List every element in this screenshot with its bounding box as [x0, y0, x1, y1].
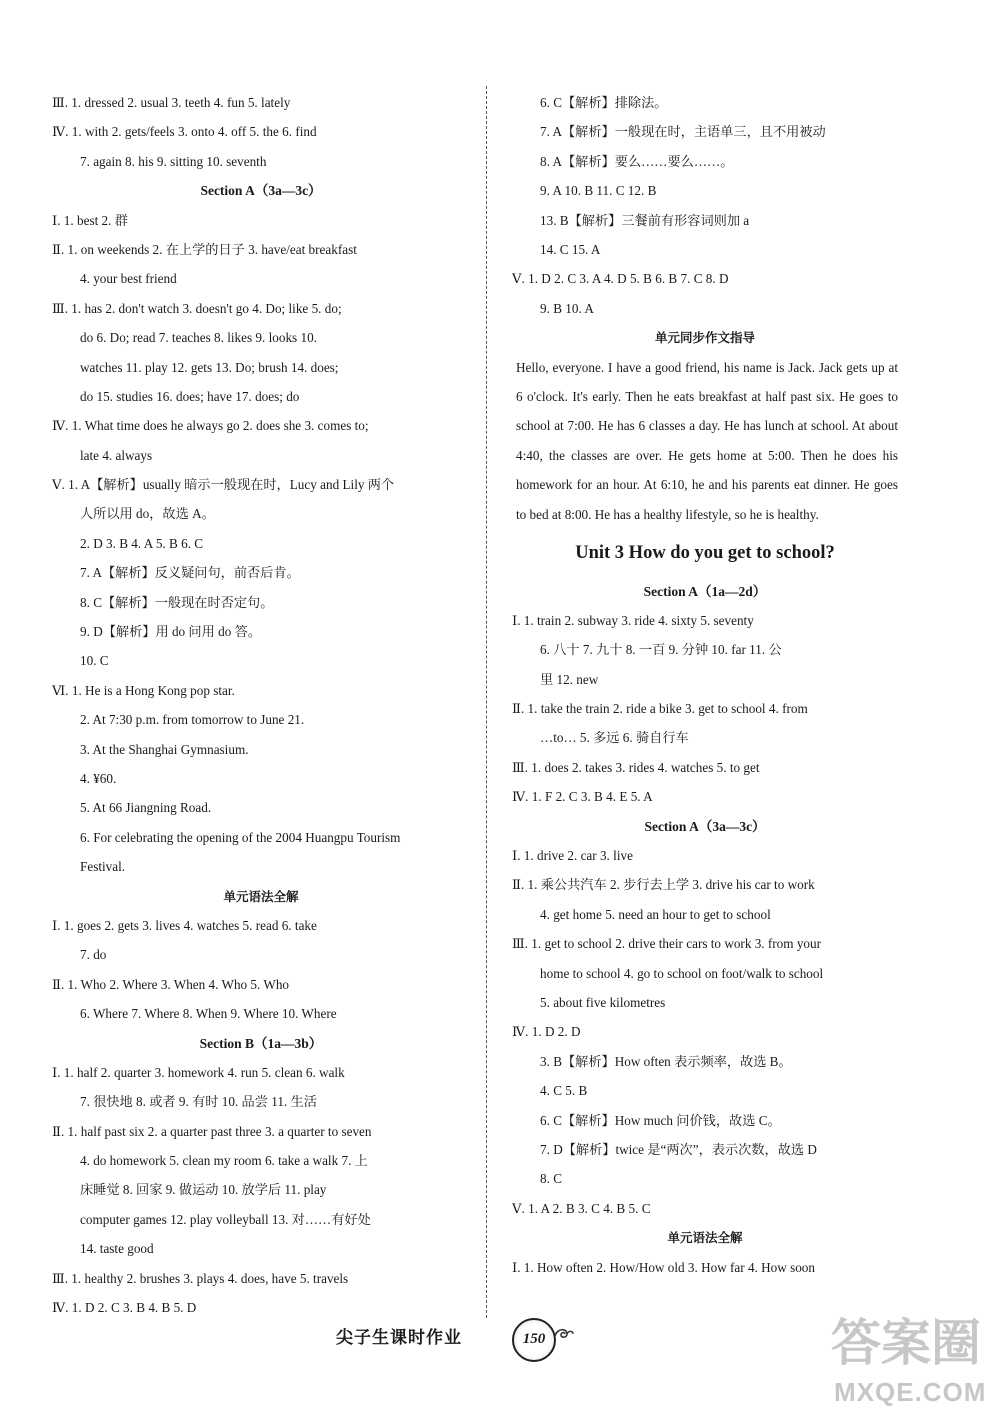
answer-line: Ⅰ. 1. How often 2. How/How old 3. How far 4. How soon	[512, 1259, 815, 1275]
answer-line: 7. A【解析】反义疑问句，前否后肯。	[80, 565, 300, 581]
page-number-badge	[512, 1318, 556, 1362]
answer-line: 7. 很快地 8. 或者 9. 有时 10. 品尝 11. 生活	[80, 1094, 317, 1110]
answer-line: Ⅰ. 1. drive 2. car 3. live	[512, 848, 633, 864]
answer-line: 6. C【解析】How much 问价钱，故选 C。	[540, 1112, 781, 1128]
answer-line: 7. again 8. his 9. sitting 10. seventh	[80, 153, 267, 169]
answer-line: 人所以用 do，故选 A。	[80, 506, 215, 522]
answer-line: 6. Where 7. Where 8. When 9. Where 10. Where	[80, 1006, 337, 1022]
answer-line: 6. For celebrating the opening of the 2004 Huangpu Tourism	[80, 829, 401, 845]
unit-title: Unit 3 How do you get to school?	[575, 542, 835, 563]
watermark-url: MXQE.COM	[834, 1377, 987, 1407]
answer-line: Ⅲ. 1. dressed 2. usual 3. teeth 4. fun 5. lately	[52, 95, 291, 110]
answer-line: 6. C【解析】排除法。	[540, 95, 668, 110]
answer-line: Ⅲ. 1. does 2. takes 3. rides 4. watches 5. to get	[512, 759, 760, 775]
answer-line: 9. D【解析】用 do 问用 do 答。	[80, 624, 261, 640]
page-number: 150	[522, 1331, 546, 1347]
section-heading: Section A（3a—3c）	[200, 183, 322, 199]
section-heading: 单元语法全解	[223, 888, 299, 904]
answer-line: 7. D【解析】twice 是“两次”，表示次数，故选 D	[540, 1141, 817, 1157]
left-column	[52, 88, 470, 1322]
answer-line: watches 11. play 12. gets 13. Do; brush 14. does;	[80, 359, 339, 375]
answer-line: Ⅳ. 1. D 2. D	[512, 1024, 581, 1040]
answer-line: Ⅳ. 1. with 2. gets/feels 3. onto 4. off 5. the 6. find	[52, 124, 317, 140]
watermark	[820, 1308, 992, 1408]
answer-line: Ⅰ. 1. goes 2. gets 3. lives 4. watches 5. read 6. take	[52, 917, 317, 933]
answer-line: Ⅱ. 1. half past six 2. a quarter past three 3. a quarter to seven	[52, 1123, 372, 1139]
answer-line: Ⅲ. 1. get to school 2. drive their cars to work 3. from your	[512, 936, 822, 952]
answer-line: home to school 4. go to school on foot/walk to school	[540, 965, 824, 981]
section-heading: Section A（3a—3c）	[644, 818, 766, 834]
answer-line: 5. about five kilometres	[540, 994, 666, 1010]
answer-line: Ⅱ. 1. Who 2. Where 3. When 4. Who 5. Who	[52, 976, 290, 992]
answer-line: Ⅴ. 1. D 2. C 3. A 4. D 5. B 6. B 7. C 8. D	[512, 271, 729, 287]
answer-line: 床睡觉 8. 回家 9. 做运动 10. 放学后 11. play	[80, 1182, 327, 1198]
answer-line: Ⅵ. 1. He is a Hong Kong pop star.	[52, 682, 235, 698]
answer-line: Ⅱ. 1. 乘公共汽车 2. 步行去上学 3. drive his car to work	[512, 877, 815, 893]
answer-line: Ⅴ. 1. A【解析】usually 暗示一般现在时，Lucy and Lily 两个	[52, 477, 395, 493]
answer-line: 9. B 10. A	[540, 300, 594, 316]
answer-line: Ⅳ. 1. What time does he always go 2. does she 3. comes to;	[52, 418, 369, 434]
column-divider	[486, 86, 487, 1318]
answer-line: 14. taste good	[80, 1241, 154, 1257]
answer-line: 10. C	[80, 653, 109, 669]
answer-line: …to… 5. 多远 6. 骑自行车	[540, 730, 689, 746]
answer-line: 9. A 10. B 11. C 12. B	[540, 183, 657, 199]
right-column	[512, 88, 898, 1282]
decorative-swirl-icon	[553, 1324, 575, 1346]
answer-line: 3. B【解析】How often 表示频率，故选 B。	[540, 1053, 792, 1069]
answer-line: Ⅰ. 1. best 2. 群	[52, 212, 128, 228]
answer-line: Ⅱ. 1. on weekends 2. 在上学的日子 3. have/eat breakfast	[52, 241, 357, 257]
answer-line: do 6. Do; read 7. teaches 8. likes 9. looks 10.	[80, 330, 317, 346]
section-heading: Section B（1a—3b）	[199, 1035, 323, 1051]
answer-line: 2. D 3. B 4. A 5. B 6. C	[80, 535, 204, 551]
answer-line: Festival.	[80, 859, 126, 875]
answer-line: 7. do	[80, 947, 107, 963]
answer-line: 里 12. new	[540, 671, 599, 687]
answer-line: do 15. studies 16. does; have 17. does; do	[80, 388, 300, 404]
answer-line: 7. A【解析】一般现在时，主语单三，且不用被动	[540, 124, 826, 140]
answer-line: Ⅴ. 1. A 2. B 3. C 4. B 5. C	[512, 1200, 651, 1216]
watermark-logo: 答案圈	[831, 1314, 981, 1372]
answer-line: Ⅲ. 1. healthy 2. brushes 3. plays 4. does, have 5. travels	[52, 1270, 349, 1286]
answer-line: 3. At the Shanghai Gymnasium.	[80, 741, 249, 757]
section-heading: 单元语法全解	[667, 1230, 743, 1246]
answer-line: 8. A【解析】要么……要么……。	[540, 153, 734, 169]
answer-line: 6. 八十 7. 九十 8. 一百 9. 分钟 10. far 11. 公	[540, 642, 782, 658]
answer-line: 14. C 15. A	[540, 241, 601, 257]
section-heading: 单元同步作文指导	[654, 330, 755, 346]
answer-line: Ⅰ. 1. train 2. subway 3. ride 4. sixty 5. seventy	[512, 612, 754, 628]
answer-line: 4. get home 5. need an hour to get to school	[540, 906, 771, 922]
answer-line: Ⅳ. 1. F 2. C 3. B 4. E 5. A	[512, 789, 653, 805]
composition-essay: Hello, everyone. I have a good friend, his name is Jack. Jack gets up at 6 o'clock. It's early. Then he eats breakfast at half past six. He goes to school at 7:00. He has 6 classes a day. He has lunch at school. At about 4:40, the classes are over. He gets home at 5:00. Then he does his homework for an hour. At 6:10, he and his parents eat dinner. He goes to bed at 8:00. He has a healthy lifestyle, so he is healthy.	[516, 359, 898, 522]
answer-line: Ⅰ. 1. half 2. quarter 3. homework 4. run 5. clean 6. walk	[52, 1064, 345, 1080]
answer-line: 4. do homework 5. clean my room 6. take a walk 7. 上	[80, 1153, 368, 1169]
answer-line: 4. your best friend	[80, 271, 177, 287]
section-heading: Section A（1a—2d）	[643, 583, 767, 599]
answer-line: 5. At 66 Jiangning Road.	[80, 800, 212, 816]
answer-line: Ⅳ. 1. D 2. C 3. B 4. B 5. D	[52, 1300, 197, 1316]
answer-line: computer games 12. play volleyball 13. 对……有好处	[80, 1211, 371, 1227]
answer-line: 13. B【解析】三餐前有形容词则加 a	[540, 212, 750, 228]
answer-line: Ⅱ. 1. take the train 2. ride a bike 3. get to school 4. from	[512, 701, 808, 717]
answer-line: Ⅲ. 1. has 2. don't watch 3. doesn't go 4. Do; like 5. do;	[52, 300, 342, 316]
answer-line: 2. At 7:30 p.m. from tomorrow to June 21.	[80, 712, 305, 728]
answer-line: late 4. always	[80, 447, 153, 463]
answer-line: 8. C	[540, 1171, 562, 1187]
answer-line: 4. ¥60.	[80, 770, 117, 786]
book-title: 尖子生课时作业	[336, 1328, 462, 1348]
answer-line: 8. C【解析】一般现在时否定句。	[80, 594, 274, 610]
answer-line: 4. C 5. B	[540, 1083, 588, 1099]
